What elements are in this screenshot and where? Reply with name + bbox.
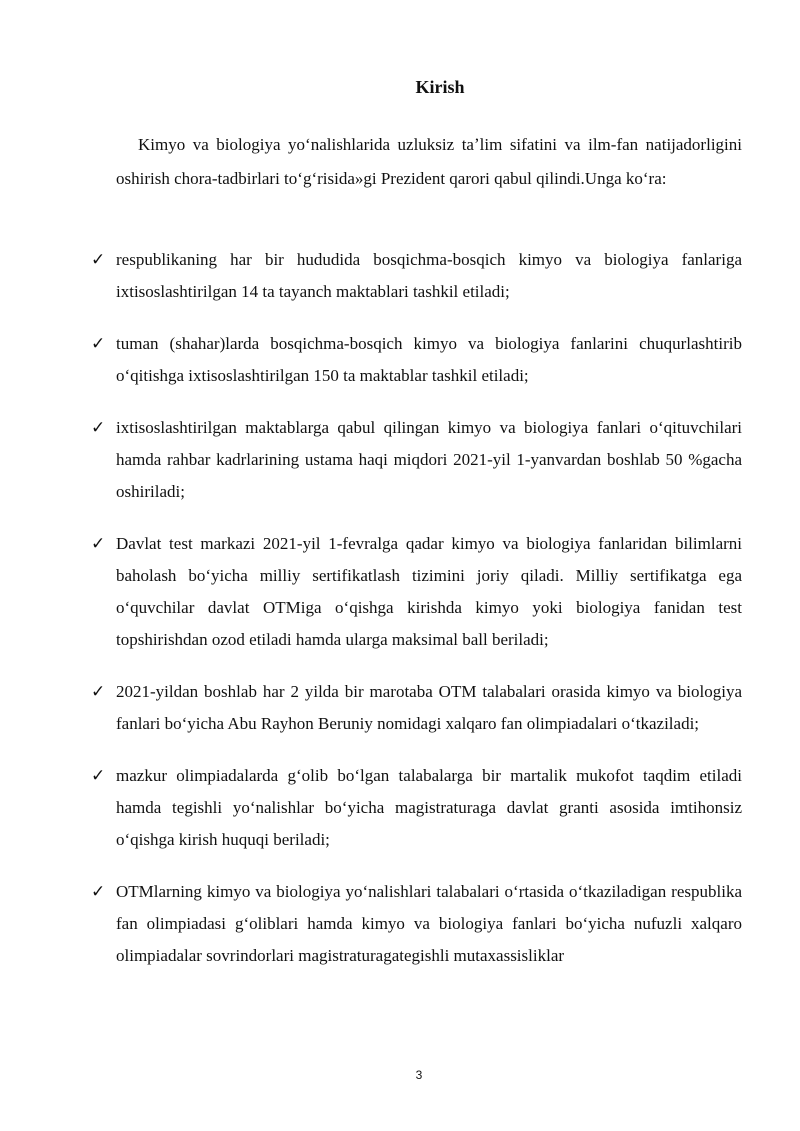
checkmark-icon: ✓ [91, 766, 106, 786]
list-item-text: mazkur olimpiadalarda gʻolib boʻlgan talabalarga bir martalik mukofot taqdim etiladi hamda tegishli yoʻnalishlar boʻyicha magistraturaga davlat granti asosida imtihonsiz oʻqishga kirish huquqi beriladi; [116, 766, 742, 849]
intro-paragraph: Kimyo va biologiya yoʻnalishlarida uzluksiz taʼlim sifatini va ilm-fan natijadorligini oshirish chora-tadbirlari toʻgʻrisida»gi Prezident qarori qabul qilindi.Unga koʻra: [116, 135, 742, 188]
bullet-list [0, 244, 800, 992]
list-item-text: OTMlarning kimyo va biologiya yoʻnalishlari talabalari oʻrtasida oʻtkaziladigan respublika fan olimpiadasi gʻoliblari hamda kimyo va biologiya fanlari boʻyicha nufuzli xalqaro olimpiadalar sovrindorlari magistraturagategishli mutaxassisliklar [116, 882, 742, 965]
list-item-text: Davlat test markazi 2021-yil 1-fevralga qadar kimyo va biologiya fanlaridan bilimlarni baholash boʻyicha milliy sertifikatlash tizimini joriy qiladi. Milliy sertifikatga ega oʻquvchilar davlat OTMiga oʻqishga kirishda kimyo yoki biologiya fanidan test topshirishdan ozod etiladi hamda ularga maksimal ball beriladi; [116, 534, 742, 649]
checkmark-icon: ✓ [91, 534, 106, 554]
list-item [0, 676, 800, 740]
list-item-text: tuman (shahar)larda bosqichma-bosqich kimyo va biologiya fanlarini chuqurlashtirib oʻqitishga ixtisoslashtirilgan 150 ta maktablar tashkil etiladi; [116, 334, 742, 385]
list-item-text: 2021-yildan boshlab har 2 yilda bir marotaba OTM talabalari orasida kimyo va biologiya fanlari boʻyicha Abu Rayhon Beruniy nomidagi xalqaro fan olimpiadalari oʻtkaziladi; [116, 682, 742, 733]
list-item-text: respublikaning har bir hududida bosqichma-bosqich kimyo va biologiya fanlariga ixtisoslashtirilgan 14 ta tayanch maktablari tashkil etiladi; [116, 250, 742, 301]
checkmark-icon: ✓ [91, 334, 106, 354]
page-title: Kirish [415, 77, 465, 97]
list-item [0, 328, 800, 392]
list-item [0, 760, 800, 856]
list-item [0, 876, 800, 972]
checkmark-icon: ✓ [91, 882, 106, 902]
list-item-text: ixtisoslashtirilgan maktablarga qabul qilingan kimyo va biologiya fanlari oʻqituvchilari hamda rahbar kadrlarining ustama haqi miqdori 2021-yil 1-yanvardan boshlab 50 %gacha oshiriladi; [116, 418, 742, 501]
page-number: 3 [415, 1068, 423, 1082]
list-item [0, 412, 800, 508]
checkmark-icon: ✓ [91, 250, 106, 270]
list-item [0, 528, 800, 656]
checkmark-icon: ✓ [91, 682, 106, 702]
list-item [0, 244, 800, 308]
checkmark-icon: ✓ [91, 418, 106, 438]
